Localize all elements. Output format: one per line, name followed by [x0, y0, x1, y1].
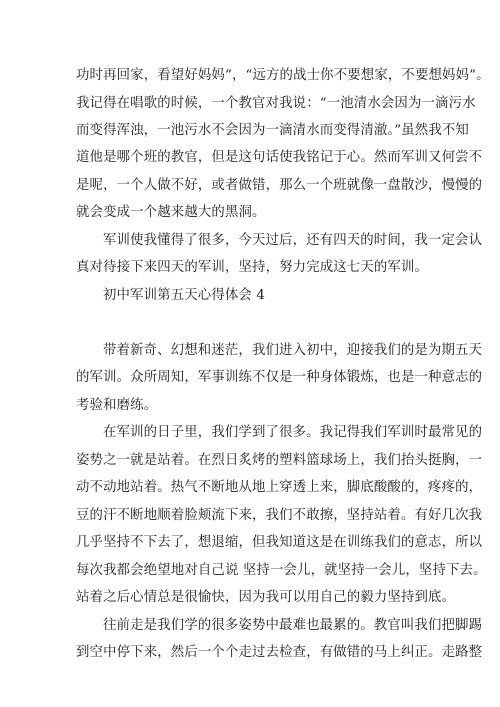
text-line: 豆的汗不断地顺着脸颊流下来，我们不敢擦，坚持站着。有好几次我 — [76, 508, 483, 523]
text-line: 每次我都会绝望地对自己说 坚持一会儿，就坚持一会儿，坚持下去。 — [76, 563, 487, 578]
text-line: 功时再回家，看望好妈妈”，“远方的战士你不要想家，不要想妈妈”。 — [76, 68, 490, 83]
text-line: 是呢，一个人做不好，或者做错，那么一个班就像一盘散沙，慢慢的 — [76, 178, 483, 193]
text-line: 到空中停下来，然后一个个走过去检查，有做错的马上纠正。走路整 — [76, 645, 483, 660]
text-line: 动不动地站着。热气不断地从地上穿透上来，脚底酸酸的，疼疼的， — [76, 480, 483, 495]
text-line: 考验和磨练。 — [76, 398, 158, 413]
text-line: 军训使我懂得了很多，今天过后，还有四天的时间，我一定会认 — [103, 233, 483, 248]
text-line: 而变得浑浊，一池污水不会因为一滴清水而变得清澈。”虽然我不知 — [76, 123, 469, 138]
text-line: 站着之后心情总是很愉快，因为我可以用自己的毅力坚持到底。 — [76, 590, 456, 605]
text-line: 真对待接下来四天的军训，坚持，努力完成这七天的军训。 — [76, 260, 429, 275]
text-line: 姿势之一就是站着。在烈日炙烤的塑料篮球场上，我们抬头挺胸，一 — [76, 453, 483, 468]
text-line: 带着新奇、幻想和迷茫，我们进入初中，迎接我们的是为期五天 — [103, 343, 483, 358]
text-line: 在军训的日子里，我们学到了很多。我记得我们军训时最常见的 — [103, 425, 483, 440]
section-heading: 初中军训第五天心得体会 4 — [103, 288, 266, 303]
text-line: 往前走是我们学的很多姿势中最难也最累的。教官叫我们把脚踢 — [103, 618, 483, 633]
text-line: 就会变成一个越来越大的黑洞。 — [76, 205, 266, 220]
text-line: 几乎坚持不下去了，想退缩，但我知道这是在训练我们的意志，所以 — [76, 535, 483, 550]
text-line: 我记得在唱歌的时候，一个教官对我说：“一池清水会因为一滴污水 — [76, 96, 476, 111]
text-line: 道他是哪个班的教官，但是这句话使我铭记于心。然而军训又何尝不 — [76, 150, 483, 165]
text-line: 的军训。众所周知，军事训练不仅是一种身体锻炼，也是一种意志的 — [76, 370, 483, 385]
